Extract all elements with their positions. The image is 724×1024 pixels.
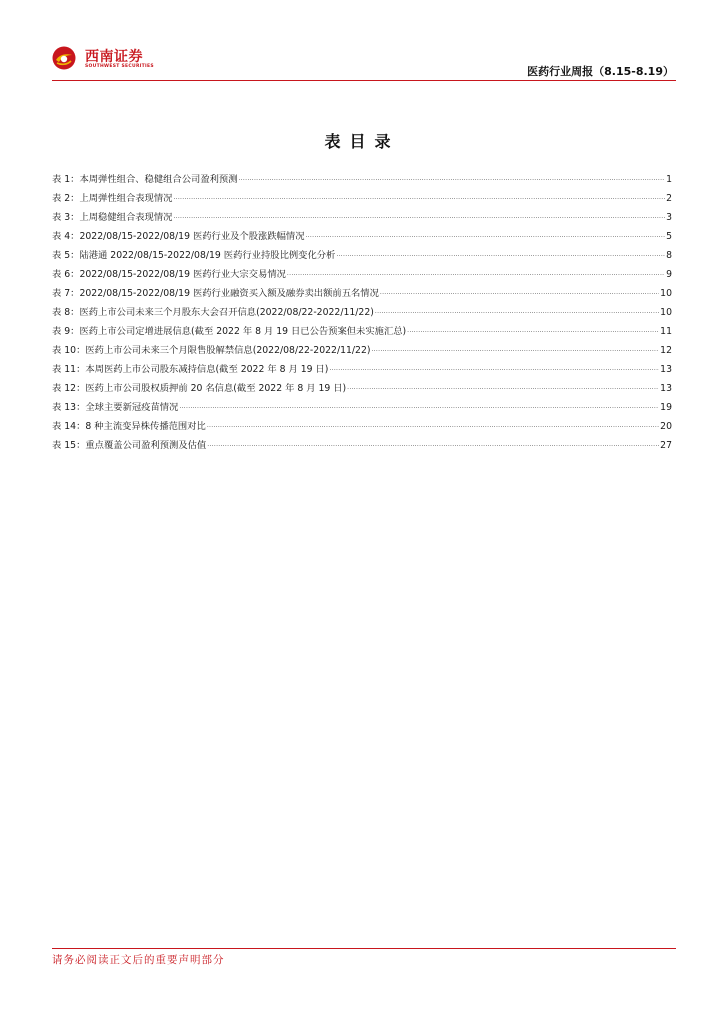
toc-leader (179, 396, 659, 416)
toc-entry[interactable] (52, 436, 672, 455)
toc-entry-label: 表 14：8 种主流变异株传播范围对比 (52, 421, 206, 432)
toc-entry-page: 8 (666, 250, 672, 261)
page-title: 表目录 (324, 132, 400, 151)
toc-leader (347, 377, 659, 397)
toc-leader (336, 244, 665, 264)
toc-entry-label: 表 2：上周弹性组合表现情况 (52, 193, 173, 204)
toc-leader (329, 358, 659, 378)
toc-entry-label: 表 11：本周医药上市公司股东减持信息(截至 2022 年 8 月 19 日) (52, 364, 329, 375)
footer-divider (52, 948, 676, 949)
header-divider (52, 80, 676, 81)
toc-entry-page: 11 (660, 326, 672, 337)
toc-entry-label: 表 4：2022/08/15-2022/08/19 医药行业及个股涨跌幅情况 (52, 231, 305, 242)
toc-leader (173, 187, 665, 207)
toc-entry-label: 表 10：医药上市公司未来三个月限售股解禁信息(2022/08/22-2022/11/22) (52, 345, 371, 356)
toc-entry-label: 表 3：上周稳健组合表现情况 (52, 212, 173, 223)
toc-leader (372, 339, 660, 359)
toc-leader (207, 434, 659, 454)
toc-entry-label: 表 9：医药上市公司定增进展信息(截至 2022 年 8 月 19 日已公告预案但未实施汇总) (52, 326, 407, 337)
toc-entry-label: 表 6：2022/08/15-2022/08/19 医药行业大宗交易情况 (52, 269, 286, 280)
toc-entry-label: 表 8：医药上市公司未来三个月股东大会召开信息(2022/08/22-2022/11/22) (52, 307, 374, 318)
toc-leader (380, 282, 659, 302)
toc-leader (239, 168, 666, 188)
toc-entry-label: 表 1：本周弹性组合、稳健组合公司盈利预测 (52, 174, 238, 185)
toc-entry-label: 表 15：重点覆盖公司盈利预测及估值 (52, 440, 207, 451)
toc-entry-page: 10 (660, 288, 672, 299)
page-header (52, 40, 676, 82)
company-logo-icon (52, 46, 76, 70)
toc-entry-label: 表 13：全球主要新冠疫苗情况 (52, 402, 179, 413)
toc-entry-label: 表 12：医药上市公司股权质押前 20 名信息(截至 2022 年 8 月 19 日) (52, 383, 347, 394)
company-name: 西南证券 (85, 49, 143, 65)
toc-entry-page: 10 (660, 307, 672, 318)
toc-leader (375, 301, 659, 321)
toc-entry-page: 13 (660, 364, 672, 375)
toc-entry-page: 19 (660, 402, 672, 413)
toc-leader (287, 263, 665, 283)
toc-entry-page: 13 (660, 383, 672, 394)
disclaimer-notice: 请务必阅读正文后的重要声明部分 (52, 954, 225, 966)
toc-leader (407, 320, 659, 340)
company-name-en: SOUTHWEST SECURITIES (85, 64, 154, 69)
toc-entry-page: 20 (660, 421, 672, 432)
report-title: 医药行业周报（8.15-8.19） (527, 65, 674, 78)
toc-entry-label: 表 7：2022/08/15-2022/08/19 医药行业融资买入额及融券卖出额前五名情况 (52, 288, 379, 299)
toc-entry-page: 3 (666, 212, 672, 223)
toc-entry-page: 27 (660, 440, 672, 451)
toc-leader (306, 225, 666, 245)
toc-entry-page: 1 (666, 174, 672, 185)
toc-entry-page: 2 (666, 193, 672, 204)
toc-leader (207, 415, 659, 435)
toc-entry-page: 9 (666, 269, 672, 280)
table-of-contents (52, 170, 672, 455)
toc-entry-page: 5 (666, 231, 672, 242)
toc-entry-page: 12 (660, 345, 672, 356)
toc-leader (173, 206, 665, 226)
toc-entry-label: 表 5：陆港通 2022/08/15-2022/08/19 医药行业持股比例变化分析 (52, 250, 336, 261)
